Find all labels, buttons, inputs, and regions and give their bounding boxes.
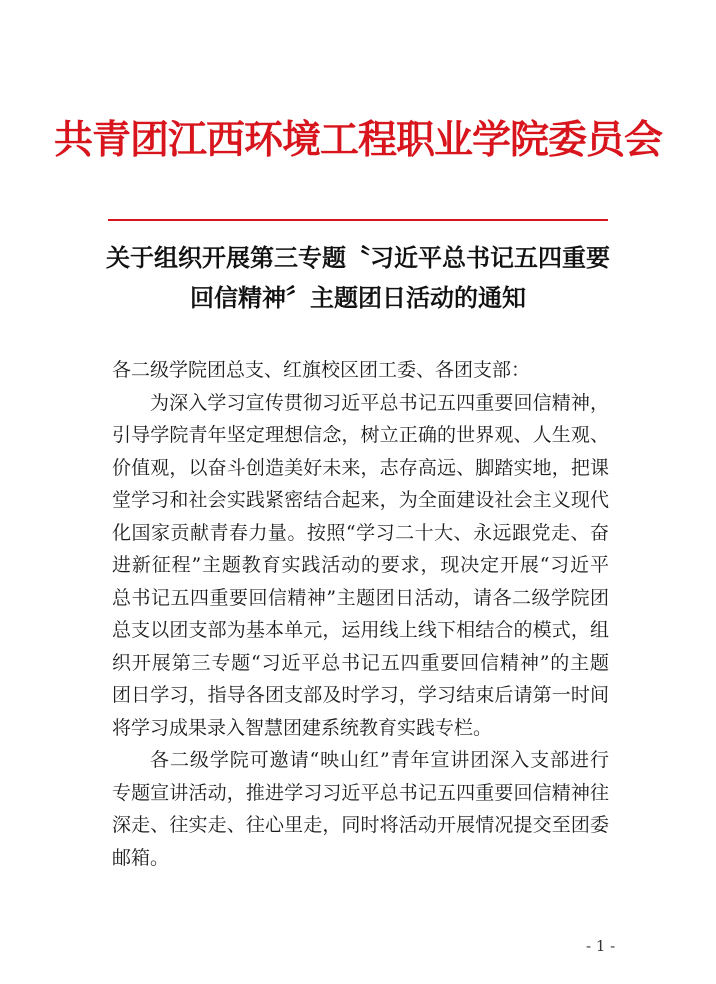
salutation: 各二级学院团总支、红旗校区团工委、各团支部： <box>112 359 531 381</box>
paragraph-line: 引导学院青年坚定理想信念，树立正确的世界观、人生观、 <box>112 424 609 446</box>
document-title <box>90 238 626 318</box>
paragraph-line: 织开展第三专题“习近平总书记五四重要回信精神”的主题 <box>112 651 609 674</box>
paragraph-line: 堂学习和社会实践紧密结合起来，为全面建设社会主义现代 <box>112 489 609 511</box>
page-number: - 1 - <box>586 937 616 955</box>
paragraph-line: 深走、往实走、往心里走，同时将活动开展情况提交至团委 <box>112 814 609 836</box>
paragraph-line: 化国家贡献青春力量。按照“学习二十大、永远跟党走、奋 <box>112 521 609 544</box>
paragraph-line: 进新征程”主题教育实践活动的要求，现决定开展“习近平 <box>112 554 609 576</box>
paragraph-line: 专题宣讲活动，推进学习习近平总书记五四重要回信精神往 <box>112 781 609 804</box>
paragraph-2 <box>112 744 609 874</box>
title-line-2: 回信精神〞主题团日活动的通知 <box>190 284 526 312</box>
paragraph-line: 将学习成果录入智慧团建系统教育实践专栏。 <box>112 716 493 739</box>
paragraph-line: 总书记五四重要回信精神”主题团日活动，请各二级学院团 <box>112 586 609 609</box>
title-line-1: 关于组织开展第三专题〝习近平总书记五四重要 <box>106 244 610 272</box>
red-divider-line <box>108 219 608 221</box>
paragraph-line: 价值观，以奋斗创造美好未来，志存高远、脚踏实地，把课 <box>112 456 609 479</box>
paragraph-line: 邮箱。 <box>112 846 170 869</box>
document-body <box>112 354 609 874</box>
paragraph-line: 为深入学习宣传贯彻习近平总书记五四重要回信精神， <box>150 391 609 414</box>
organization-header: 共青团江西环境工程职业学院委员会 <box>53 117 662 163</box>
paragraph-line: 总支以团支部为基本单元，运用线上线下相结合的模式，组 <box>112 619 609 641</box>
paragraph-line: 各二级学院可邀请“映山红”青年宣讲团深入支部进行 <box>150 749 609 771</box>
paragraph-1 <box>112 387 609 745</box>
paragraph-line: 团日学习，指导各团支部及时学习，学习结束后请第一时间 <box>112 684 609 706</box>
